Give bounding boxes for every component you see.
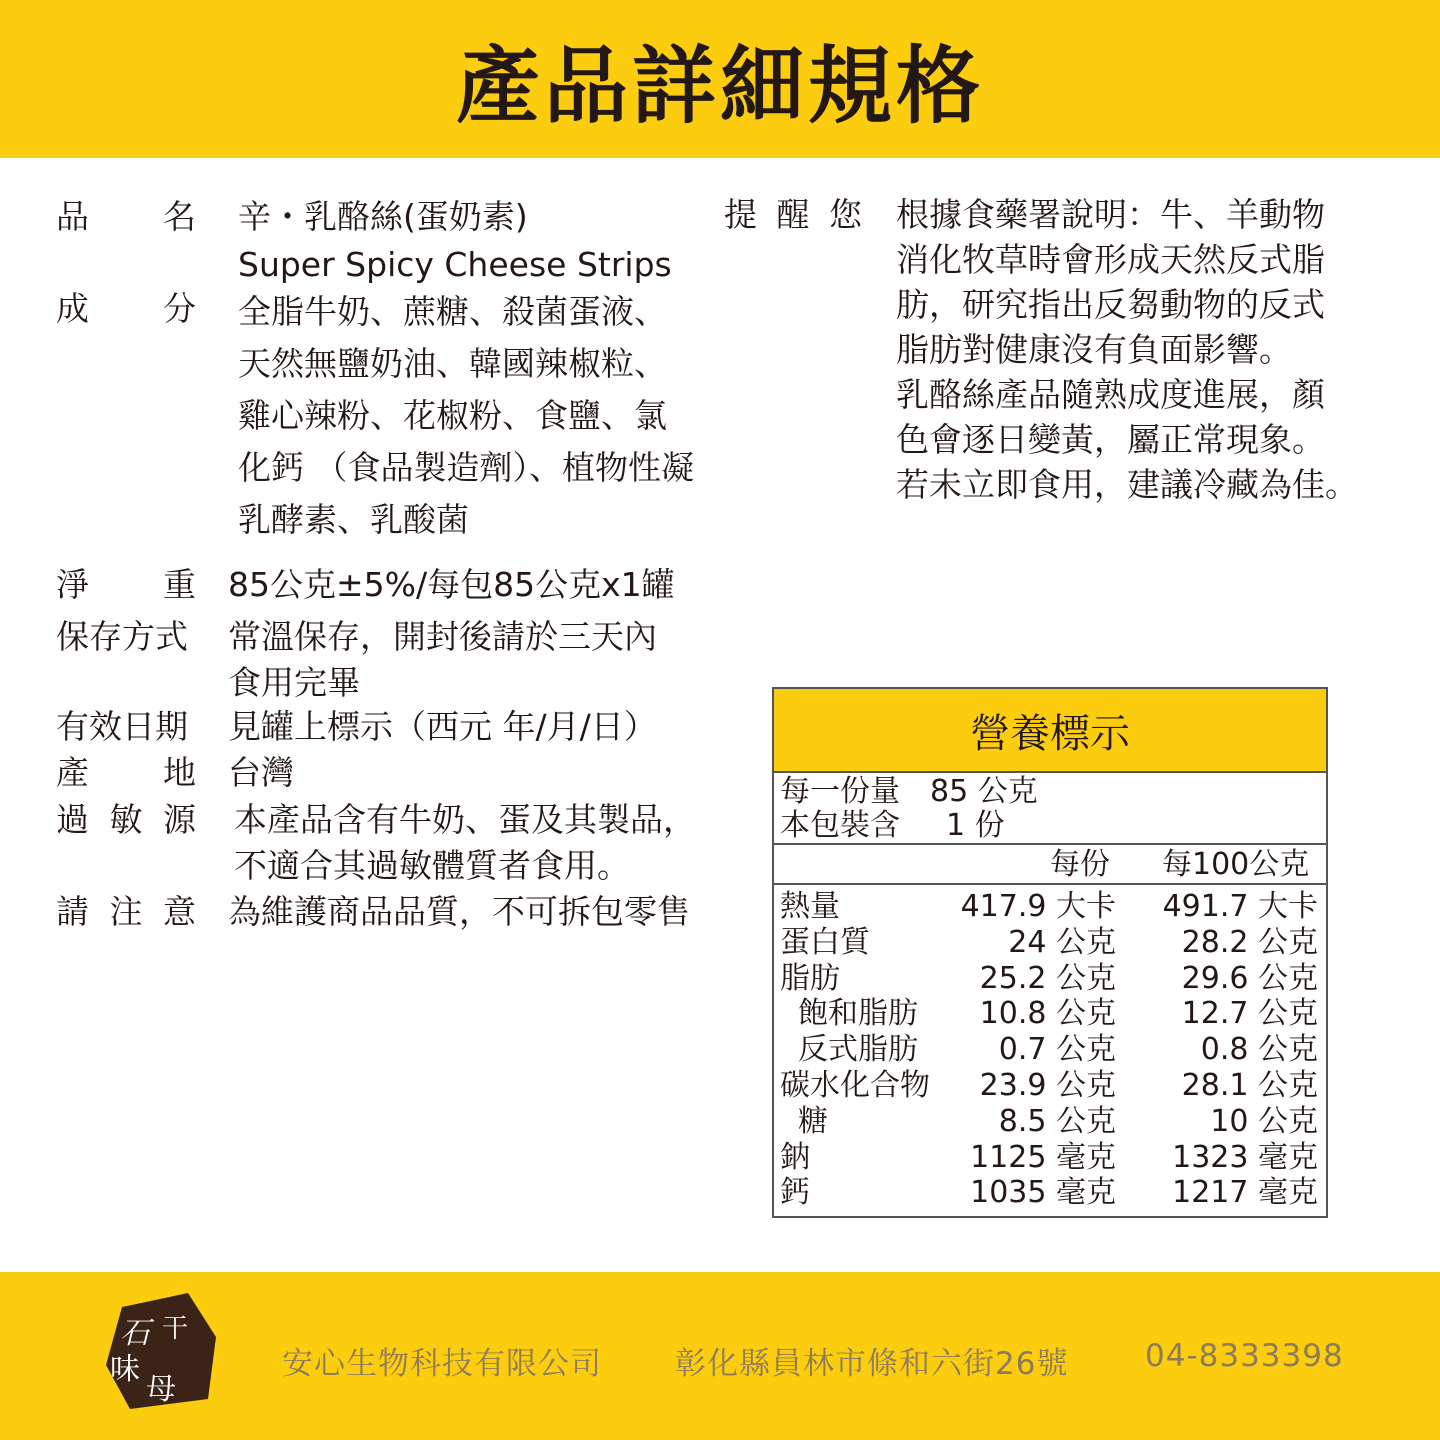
nutrient-per-serving: 0.7 公克 [998,1032,1116,1068]
nutrient-per-serving: 10.8 公克 [979,996,1116,1032]
footer-phone: 04-8333398 [1145,1338,1344,1374]
nutrition-row [774,925,1326,961]
nutrient-per-100g: 28.2 公克 [1181,924,1318,960]
reminder-text [896,192,1358,507]
nutrient-per-serving: 23.9 公克 [979,1067,1116,1103]
nutrient-name: 脂肪 [780,960,840,996]
spec-notice-label: 請 注 意 [56,892,196,931]
nutrition-rows [774,889,1326,1211]
spec-name-value [238,194,672,288]
expiry-value: 見罐上標示（西元 年/月/日） [228,707,657,746]
storage-line: 常溫保存，開封後請於三天內 [228,617,657,656]
reminder-line: 肪，研究指出反芻動物的反式 [896,285,1325,324]
ingredients-line: 雞心辣粉、花椒粉、食鹽、氯 [238,396,667,435]
serving-info [780,775,1038,843]
spec-expiry-label: 有效日期 [56,707,188,746]
col-header-per-100g: 每100公克 [1162,847,1310,882]
reminder-line: 乳酪絲產品隨熟成度進展，顏 [896,375,1325,414]
col-header-per-serving: 每份 [1050,847,1110,882]
allergen-line: 本產品含有牛奶、蛋及其製品， [234,800,696,839]
nutrient-name: 糖 [798,1103,828,1139]
header-banner [0,0,1440,158]
reminder-line: 色會逐日變黃，屬正常現象。 [896,420,1325,459]
nutrient-name: 鈉 [780,1139,810,1175]
spec-storage-label: 保存方式 [56,617,188,656]
nutrient-name: 鈣 [780,1175,810,1211]
nutrition-divider [774,883,1326,885]
serving-size-label: 每一份量 [780,774,900,809]
nutrition-row [774,996,1326,1032]
spec-allergen-label: 過 敏 源 [56,800,196,839]
ingredients-line: 天然無鹽奶油、韓國辣椒粒、 [238,344,667,383]
storage-line: 食用完畢 [228,663,360,702]
ingredients-line: 全脂牛奶、蔗糖、殺菌蛋液、 [238,292,667,331]
origin-value: 台灣 [228,753,294,792]
nutrition-row [774,961,1326,997]
nutrient-per-100g: 491.7 大卡 [1162,889,1318,924]
nutrition-row [774,889,1326,925]
notice-value: 為維護商品品質，不可拆包零售 [228,892,690,931]
reminder-label: 提 醒 您 [724,195,862,234]
servings-per-pack-value: 1 份 [946,808,1005,843]
nutrient-per-serving: 1035 毫克 [970,1175,1116,1211]
nutrition-row [774,1032,1326,1068]
nutrition-row [774,1140,1326,1176]
nutrient-per-100g: 28.1 公克 [1181,1067,1318,1103]
allergen-value [234,797,696,889]
logo-char: 石 [120,1316,150,1351]
reminder-line: 根據食藥署說明：牛、羊動物 [896,195,1325,234]
reminder-line: 若未立即食用，建議冷藏為佳。 [896,465,1358,504]
logo-char: 母 [146,1372,176,1407]
nutrient-per-serving: 417.9 大卡 [960,889,1116,924]
nutrient-per-serving: 24 公克 [1008,924,1116,960]
nutrition-row [774,1104,1326,1140]
spec-ingredients-label: 成 分 [56,289,196,328]
product-name-zh: 辛・乳酪絲(蛋奶素) [238,197,528,236]
logo-char: 干 [162,1314,189,1344]
nutrient-per-100g: 1217 毫克 [1172,1175,1318,1211]
ingredients-line: 乳酵素、乳酸菌 [238,500,469,539]
footer-company: 安心生物科技有限公司 [282,1346,602,1382]
spec-name-label: 品 名 [56,197,196,236]
page-title: 產品詳細規格 [455,36,984,135]
nutrient-name: 碳水化合物 [780,1067,930,1103]
serving-size-value: 85 公克 [930,774,1038,809]
spec-net-weight-label: 淨 重 [56,565,196,604]
ingredients-line: 化鈣 （食品製造劑）、植物性凝 [238,448,694,487]
storage-value [228,614,657,706]
allergen-line: 不適合其過敏體質者食用。 [234,846,630,885]
footer-address: 彰化縣員林市條和六街26號 [675,1346,1069,1382]
nutrient-per-serving: 1125 毫克 [970,1139,1116,1175]
nutrient-name: 反式脂肪 [798,1032,918,1068]
nutrition-row [774,1068,1326,1104]
spec-origin-label: 產 地 [56,753,196,792]
nutrient-per-100g: 12.7 公克 [1181,996,1318,1032]
nutrient-name: 蛋白質 [780,924,870,960]
servings-per-pack-label: 本包裝含 [780,808,900,843]
reminder-line: 消化牧草時會形成天然反式脂 [896,240,1325,279]
reminder-line: 脂肪對健康沒有負面影響。 [896,330,1292,369]
ingredients-list [238,286,694,546]
nutrition-title: 營養標示 [774,689,1326,773]
nutrient-per-100g: 10 公克 [1210,1103,1318,1139]
nutrient-per-serving: 8.5 公克 [998,1103,1116,1139]
net-weight-value: 85公克±5%/每包85公克x1罐 [228,565,675,604]
nutrient-name: 飽和脂肪 [798,996,918,1032]
nutrition-row [774,1175,1326,1211]
logo-char: 味 [110,1352,140,1387]
product-name-en: Super Spicy Cheese Strips [238,245,672,284]
nutrient-per-100g: 1323 毫克 [1172,1139,1318,1175]
nutrition-table [772,687,1328,1218]
nutrient-name: 熱量 [780,889,840,924]
nutrient-per-100g: 0.8 公克 [1200,1032,1318,1068]
nutrition-divider [774,843,1326,845]
nutrient-per-100g: 29.6 公克 [1181,960,1318,996]
nutrient-per-serving: 25.2 公克 [979,960,1116,996]
brand-logo-icon [100,1287,224,1413]
